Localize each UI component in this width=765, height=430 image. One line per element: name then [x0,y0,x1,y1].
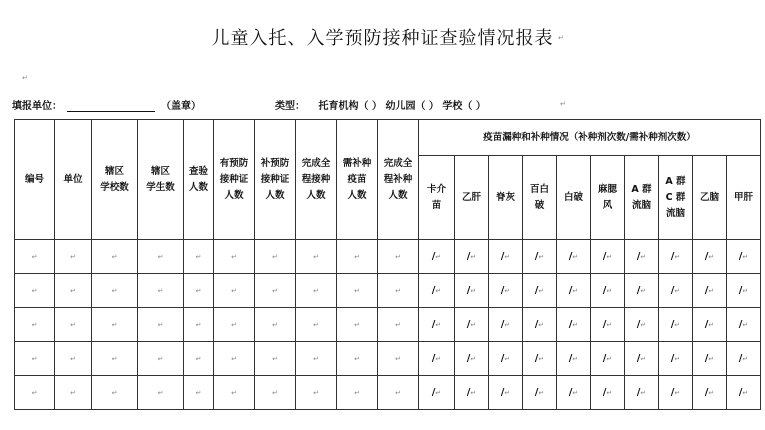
data-cell[interactable]: ↵ [214,240,255,274]
paragraph-mark: ↵ [558,34,564,42]
vaccine-cell[interactable]: /↵ [693,376,727,410]
type-options: 托育机构（ ） 幼儿园（ ） 学校（ ） [318,101,486,112]
vaccine-cell[interactable]: /↵ [489,240,523,274]
data-cell[interactable]: ↵ [255,274,296,308]
data-cell[interactable]: ↵ [378,240,419,274]
data-cell[interactable]: ↵ [184,308,214,342]
data-cell[interactable]: ↵ [92,342,138,376]
data-cell[interactable]: ↵ [337,308,378,342]
data-cell[interactable]: ↵ [55,376,92,410]
vaccine-cell[interactable]: /↵ [557,376,591,410]
vaccine-cell[interactable]: /↵ [659,274,693,308]
data-cell[interactable]: ↵ [214,274,255,308]
data-cell[interactable]: ↵ [92,240,138,274]
vaccine-cell[interactable]: /↵ [693,308,727,342]
header-vaccine-5: 麻腮 风 [591,156,625,240]
data-cell[interactable]: ↵ [337,342,378,376]
vaccine-cell[interactable]: /↵ [523,342,557,376]
paragraph-mark: ↵ [22,74,28,82]
data-cell[interactable]: ↵ [184,274,214,308]
vaccine-cell[interactable]: /↵ [625,308,659,342]
data-cell[interactable]: ↵ [184,240,214,274]
header-vaccine-6: A 群 流脑 [625,156,659,240]
data-cell[interactable]: ↵ [255,308,296,342]
vaccine-cell[interactable]: /↵ [591,274,625,308]
data-cell[interactable]: ↵ [138,308,184,342]
header-vaccine-4: 白破 [557,156,591,240]
vaccine-cell[interactable]: /↵ [727,308,761,342]
data-cell[interactable]: ↵ [15,342,55,376]
vaccine-cell[interactable]: /↵ [625,376,659,410]
header-have-cert: 有预防 接种证 人数 [214,120,255,240]
vaccine-cell[interactable]: /↵ [659,308,693,342]
data-cell[interactable]: ↵ [138,274,184,308]
header-checked: 查验 人数 [184,120,214,240]
type-row [275,97,486,112]
header-need-supplement: 需补种 疫苗 人数 [337,120,378,240]
unit-label: 填报单位： [12,101,62,112]
header-vaccine-3: 百白 破 [523,156,557,240]
header-completed-full: 完成全 程接种 人数 [296,120,337,240]
vaccine-cell[interactable]: /↵ [489,342,523,376]
data-cell[interactable]: ↵ [184,376,214,410]
report-title: 儿童入托、入学预防接种证查验情况报表 [211,28,554,49]
vaccine-cell[interactable]: /↵ [455,342,489,376]
data-cell[interactable]: ↵ [296,240,337,274]
header-district-schools: 辖区 学校数 [92,120,138,240]
data-cell[interactable]: ↵ [15,376,55,410]
data-cell[interactable]: ↵ [92,376,138,410]
table-row [15,240,761,274]
vaccine-cell[interactable]: /↵ [591,240,625,274]
vaccine-cell[interactable]: /↵ [727,376,761,410]
vaccine-cell[interactable]: /↵ [625,342,659,376]
vaccine-cell[interactable]: /↵ [727,342,761,376]
data-cell[interactable]: ↵ [378,342,419,376]
vaccine-cell[interactable]: /↵ [727,274,761,308]
data-cell[interactable]: ↵ [378,274,419,308]
vaccine-cell[interactable]: /↵ [419,308,455,342]
data-cell[interactable]: ↵ [255,342,296,376]
vaccine-cell[interactable]: /↵ [419,342,455,376]
vaccine-cell[interactable]: /↵ [591,342,625,376]
data-cell[interactable]: ↵ [337,376,378,410]
table-row [15,308,761,342]
data-cell[interactable]: ↵ [214,376,255,410]
vaccine-cell[interactable]: /↵ [659,240,693,274]
vaccine-cell[interactable]: /↵ [419,240,455,274]
vaccine-cell[interactable]: /↵ [523,240,557,274]
vaccine-cell[interactable]: /↵ [625,274,659,308]
data-cell[interactable]: ↵ [296,274,337,308]
vaccine-cell[interactable]: /↵ [591,376,625,410]
header-vaccine-2: 脊灰 [489,156,523,240]
data-cell[interactable]: ↵ [255,376,296,410]
vaccine-cell[interactable]: /↵ [455,240,489,274]
data-cell[interactable]: ↵ [296,342,337,376]
vaccine-cell[interactable]: /↵ [419,274,455,308]
vaccine-cell[interactable]: /↵ [489,308,523,342]
vaccine-cell[interactable]: /↵ [455,308,489,342]
table-row [15,376,761,410]
stamp-label: （盖章） [160,101,201,112]
vaccine-cell[interactable]: /↵ [659,376,693,410]
vaccine-cell[interactable]: /↵ [419,376,455,410]
type-label: 类型： [275,101,305,112]
data-cell[interactable]: ↵ [337,274,378,308]
vaccine-cell[interactable]: /↵ [489,274,523,308]
data-cell[interactable]: ↵ [296,308,337,342]
vaccine-cell[interactable]: /↵ [693,274,727,308]
data-cell[interactable]: ↵ [55,342,92,376]
data-cell[interactable]: ↵ [255,240,296,274]
vaccine-cell[interactable]: /↵ [557,274,591,308]
vaccine-cell[interactable]: /↵ [523,308,557,342]
data-cell[interactable]: ↵ [55,240,92,274]
table-row [15,274,761,308]
data-cell[interactable]: ↵ [138,240,184,274]
vaccine-cell[interactable]: /↵ [659,342,693,376]
vaccine-cell[interactable]: /↵ [489,376,523,410]
header-vaccine-9: 甲肝 [727,156,761,240]
data-cell[interactable]: ↵ [92,274,138,308]
data-cell[interactable]: ↵ [15,240,55,274]
header-vaccine-8: 乙脑 [693,156,727,240]
data-cell[interactable]: ↵ [138,376,184,410]
header-district-students: 辖区 学生数 [138,120,184,240]
header-vaccine-group: 疫苗漏种和补种情况（补种剂次数/需补种剂次数） [419,120,761,156]
data-cell[interactable]: ↵ [138,342,184,376]
vaccine-cell[interactable]: /↵ [625,240,659,274]
header-reissue-cert: 补预防 接种证 人数 [255,120,296,240]
report-table [14,119,761,410]
vaccine-cell[interactable]: /↵ [727,240,761,274]
header-unit: 单位 [55,120,92,240]
data-cell[interactable]: ↵ [184,342,214,376]
vaccine-cell[interactable]: /↵ [557,342,591,376]
vaccine-cell[interactable]: /↵ [523,274,557,308]
vaccine-cell[interactable]: /↵ [455,274,489,308]
header-no: 编号 [15,120,55,240]
vaccine-cell[interactable]: /↵ [557,308,591,342]
unit-input-line[interactable] [67,101,155,112]
data-cell[interactable]: ↵ [214,342,255,376]
data-cell[interactable]: ↵ [15,274,55,308]
header-vaccine-1: 乙肝 [455,156,489,240]
data-cell[interactable]: ↵ [55,274,92,308]
header-vaccine-0: 卡介 苗 [419,156,455,240]
vaccine-cell[interactable]: /↵ [591,308,625,342]
header-vaccine-7: A 群 C 群 流脑 [659,156,693,240]
paragraph-mark: ↵ [560,100,566,108]
vaccine-cell[interactable]: /↵ [693,342,727,376]
data-cell[interactable]: ↵ [337,240,378,274]
fill-unit-row [12,97,201,112]
data-cell[interactable]: ↵ [214,308,255,342]
header-completed-supplement: 完成全 程补种 人数 [378,120,419,240]
table-row [15,342,761,376]
data-cell[interactable]: ↵ [55,308,92,342]
vaccine-cell[interactable]: /↵ [523,376,557,410]
header-row-1 [15,120,761,156]
data-cell[interactable]: ↵ [378,376,419,410]
data-cell[interactable]: ↵ [92,308,138,342]
data-cell[interactable]: ↵ [296,376,337,410]
vaccine-cell[interactable]: /↵ [455,376,489,410]
data-cell[interactable]: ↵ [15,308,55,342]
data-cell[interactable]: ↵ [378,308,419,342]
vaccine-cell[interactable]: /↵ [557,240,591,274]
vaccine-cell[interactable]: /↵ [693,240,727,274]
